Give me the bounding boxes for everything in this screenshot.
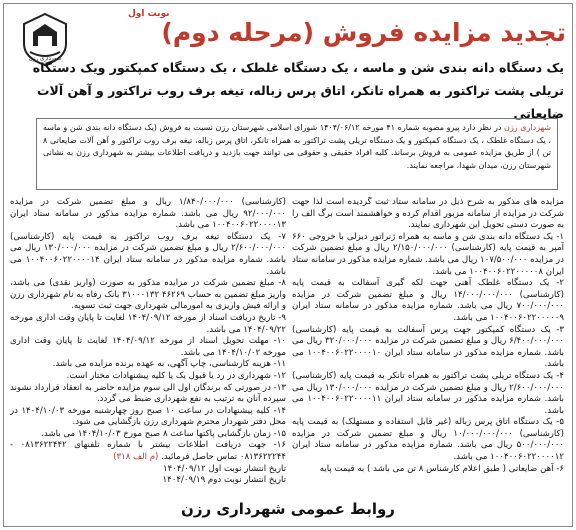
ref-number: (م الف ۳۱۸) — [113, 452, 159, 463]
footer-signature: روابط عمومی شهرداری رزن — [181, 500, 395, 518]
contact-text: ۱۶- جهت دریافت اطلاعات بیشتر با شماره تلفنهای ۰۸۱۳۶۲۲۴۴۲ - ۰۸۱۳۶۲۲۲۴۴ تماس حاصل فرمائید. — [10, 440, 286, 463]
item-1: ۱- یک دستگاه دانه بندی شن و ماسه به همراه ژنراتور دیزلی با خروجی ۶۶۰ آمپر به قیمت پایه (کارشناسی) ۲/۱۵۰/۰۰۰/۰۰۰ ریال و مبلغ تضمین شرکت در مزایده ۱۰۷/۵۰۰/۰۰۰ ریال می باشد. شماره مزایده مذکور در سامانه ستاد ایران ۱۰۰۴۰۰۶۰۲۲۰۰۰۰۰۸ می باشد. — [292, 231, 564, 277]
item-8: ۸- مبلغ تضمین شرکت در مزایده مذکور به صورت (واریز نقدی) می باشد، واریز مبلغ تضمین به حساب ۴۶۲۶۹ ۳۱۰۰۰۱۳۲ بانک رفاه به نام شهرداری رزن و ارائه فیش واریزی به امورمالی شهرداری جهت ثبت تسویه. — [10, 278, 286, 312]
item-2: ۲- یک دستگاه غلطک آهنی جهت لکه گیری آسفالت به قیمت پایه (کارشناسی) ۱۴/۰۰۰/۰۰۰/۰۰۰ ریال و مبلغ تضمین شرکت در مزایده ۷۰۰/۰۰۰/۰۰۰ ریال می باشد. شماره مزایده مذکور در سامانه ستاد ایران ۱۰۰۴۰۰۶۰۲۲۰۰۰۰۰۹ می باشد. — [292, 278, 564, 323]
item-9: ۹- تاریخ دریافت اسناد از مورخه ۱۴۰۴/۰۹/۱۲ لغایت تا پایان وقت اداری مورخه ۱۴۰۴/۰۹/۲۲ می باشد. — [10, 312, 286, 335]
item-7: ۷- یک دستگاه تیغه برف روب تراکتور به قیمت پایه (کارشناسی) ۲/۶۰۰/۰۰۰/۰۰۰ ریال و مبلغ تضمین شرکت در مزایده ۱۳۰/۰۰۰/۰۰۰ ریال می باشد. شماره مزایده مذکور در سامانه ستاد ایران ۱۰۰۴۰۰۶۰۲۲۰۰۰۰۱۴ می باشد. — [10, 231, 286, 277]
publish-date-2: تاریخ انتشار نوبت دوم ۱۴۰۴/۰۹/۱۹ — [162, 475, 286, 486]
item-5: ۵- یک دستگاه اتاق پرس زباله (غیر قابل استفاده و مستهلک) به قیمت پایه (کارشناسی) ۱۰/۰۰۰/۰۰۰/۰۰۰ ریال و مبلغ تضمین شرکت در مزایده ۵۰۰/۰۰۰/۰۰۰ ریال می باشد. شماره مزایده مذکور در سامانه ستاد ایران ۱۰۰۴۰۰۶۰۲۲۰۰۰۰۱۲ می باشد. — [292, 417, 564, 463]
notice-text: در نظر دارد پیرو مصوبه شماره ۴۱ مورخه ۱۴۰۴/۰۶/۱۲ شورای اسلامی شهرستان رزن نسبت به فروش (یک دستگاه دانه بندی شن و ماسه ، یک دستگاه غلطک ، یک دستگاه کمپکتور و یک دستگاه تریلی پشت تراکتور به همراه تانکر، اتاق پرس زباله، تیغه برف روب تراکتور و آهن آلات ضایعاتی ۸ تن ) از طریق مزایده عمومی به فروش برساند. کلیه افراد حقیقی و حقوقی می توانند جهت بازدید و دریافت اطلاعات بیشتر به شهرداری رزن به نشانی شهرستان رزن، میدان شهدا، مراجعه نمایند. — [43, 123, 551, 170]
logo-text: شهرداری رزن — [28, 56, 62, 62]
item-10: ۱۰- مهلت تحویل اسناد از مورخه ۱۴۰۴/۰۹/۱۲ لغایت تا پایان وقت اداری مورخه ۱۴۰۴/۱۰/۰۲ می باشد. — [10, 336, 286, 358]
publication-turn: نوبت اول — [128, 9, 170, 19]
ad-subtitle: یک دستگاه دانه بندی شن و ماسه ، یک دستگاه غلطک ، یک دستگاه کمپکتور ویک دستگاه تریلی پشت تراکتور به همراه تانکر، اتاق پرس زباله، تیغه برف روب تراکتور و آهن آلات ضایعاتی — [32, 60, 564, 121]
item-14: ۱۴- کلیه پیشنهادات در ساعت ۱۰ صبح روز چهارشنبه مورخه ۱۴۰۴/۱۰/۰۳ در محل دفتر شهردار محترم شهرداری رزن بازگشایی می شود. — [10, 405, 286, 428]
item-4: ۴- یک دستگاه تریلی پشت تراکتور به همراه تانکر به قیمت پایه (کارشناسی) ۲/۶۰۰/۰۰۰/۰۰۰ ریال و مبلغ تضمین شرکت در مزایده ۱۳۰/۰۰۰/۰۰۰ ریال می باشد. شماره مزایده مذکور در سامانه ستاد ایران ۱۰۰۴۰۰۶۰۲۲۰۰۰۰۱۱ می باشد. — [292, 370, 564, 416]
item-16 — [10, 440, 286, 463]
left-column — [10, 197, 286, 497]
item-3: ۳- یک دستگاه کمپکتور جهت پرس آسفالت به قیمت پایه (کارشناسی) ۶/۴۰۰/۰۰۰/۰۰۰ ریال و مبلغ تضمین شرکت در مزایده ۳۲۰/۰۰۰/۰۰۰ ریال می باشد. شماره مزایده مذکور در سامانه ستاد ایران ۱۰۰۴۰۰۶۰۲۲۰۰۰۰۱۰ می باشد. — [292, 324, 564, 370]
item-12: ۱۲- شهرداری در رد یا قبول یک یا کلیه پیشنهادات مختار است. — [66, 370, 286, 381]
item-6-cont: (کارشناسی) ۱/۸۴۰/۰۰۰/۰۰۰ ریال و مبلغ تضمین شرکت در مزایده ۹۲/۰۰۰/۰۰۰ ریال می باشد. شماره مزایده مذکور در سامانه ستاد ایران ۱۰۰۴۰۰۶۰۲۲۰۰۰۰۱۳ می باشد. — [10, 197, 286, 231]
item-15: ۱۵- زمان بازگشایی پاکتها ساعت ۸ صبح مورخ ۱۴۰۴/۱۰/۰۳ می باشد. — [41, 428, 286, 439]
notice-box — [36, 118, 558, 190]
publish-date-1: تاریخ انتشار نوبت اول ۱۴۰۴/۰۹/۱۲ — [163, 463, 286, 474]
item-11: ۱۱- هزینه کارشناسی، چاپ آگهی، به عهده برنده مزایده می باشد. — [52, 359, 286, 370]
ad-title: تجدید مزایده فروش (مرحله دوم) — [161, 18, 566, 47]
paragraph: مزایده های مذکور به شرح ذیل در سامانه ستاد ثبت گردیده است لذا جهت شرکت در مزایده از سامانه مزبور اقدام کرده و خواهشمند است برگ الف را به صورت دستی تحویل این شهرداری نمایند. — [292, 197, 564, 231]
notice-org: شهرداری رزن — [504, 123, 551, 132]
right-column — [292, 197, 564, 497]
item-13: ۱۳- در صورتی که برندگان اول الی سوم مزایده حاضر به انعقاد قرارداد نشوند سپرده آنان به ترتیب به نفع شهرداری ضبط می گردد. — [10, 382, 286, 405]
item-6: ۶- آهن ضایعاتی ( طبق اعلام کارشناس ۸ تن می باشد ) به قیمت پایه — [319, 463, 564, 474]
